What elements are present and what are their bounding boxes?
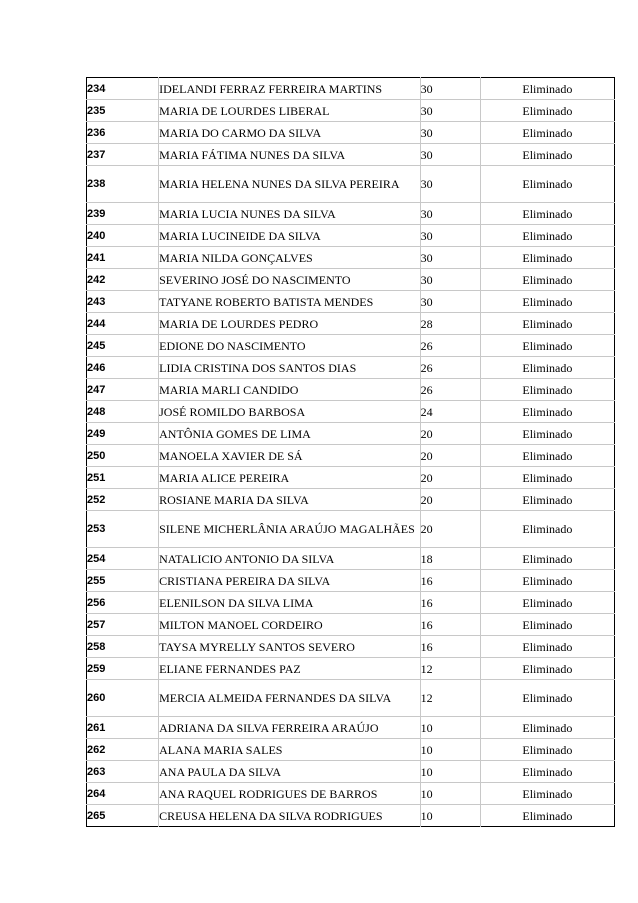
candidate-score: 30 (420, 100, 480, 122)
row-number: 255 (87, 570, 159, 592)
candidate-name: MARIA MARLI CANDIDO (159, 379, 420, 401)
candidate-score: 16 (420, 570, 480, 592)
row-number: 244 (87, 313, 159, 335)
candidate-name: MARIA DE LOURDES LIBERAL (159, 100, 420, 122)
candidate-score: 26 (420, 357, 480, 379)
candidate-score: 10 (420, 739, 480, 761)
candidate-status: Eliminado (480, 166, 614, 203)
candidate-name: NATALICIO ANTONIO DA SILVA (159, 548, 420, 570)
table-row (87, 739, 615, 761)
candidate-score: 30 (420, 225, 480, 247)
row-number: 238 (87, 166, 159, 203)
candidate-score: 18 (420, 548, 480, 570)
candidate-score: 20 (420, 423, 480, 445)
candidate-status: Eliminado (480, 379, 614, 401)
candidate-name: MANOELA XAVIER DE SÁ (159, 445, 420, 467)
row-number: 240 (87, 225, 159, 247)
candidate-status: Eliminado (480, 100, 614, 122)
row-number: 237 (87, 144, 159, 166)
candidate-score: 10 (420, 805, 480, 827)
candidate-name: ANA PAULA DA SILVA (159, 761, 420, 783)
table-row (87, 614, 615, 636)
row-number: 234 (87, 78, 159, 100)
row-number: 246 (87, 357, 159, 379)
table-row (87, 291, 615, 313)
table-row (87, 658, 615, 680)
candidate-score: 26 (420, 335, 480, 357)
candidate-status: Eliminado (480, 291, 614, 313)
row-number: 259 (87, 658, 159, 680)
candidate-status: Eliminado (480, 357, 614, 379)
table-row (87, 805, 615, 827)
candidate-score: 16 (420, 592, 480, 614)
table-row (87, 717, 615, 739)
table-row (87, 313, 615, 335)
candidate-status: Eliminado (480, 511, 614, 548)
table-row (87, 489, 615, 511)
candidate-score: 30 (420, 78, 480, 100)
row-number: 245 (87, 335, 159, 357)
candidate-status: Eliminado (480, 467, 614, 489)
candidate-score: 10 (420, 783, 480, 805)
candidate-score: 10 (420, 761, 480, 783)
row-number: 235 (87, 100, 159, 122)
candidate-status: Eliminado (480, 247, 614, 269)
row-number: 241 (87, 247, 159, 269)
table-row (87, 636, 615, 658)
candidate-name: MARIA ALICE PEREIRA (159, 467, 420, 489)
candidate-score: 28 (420, 313, 480, 335)
candidate-status: Eliminado (480, 680, 614, 717)
table-row (87, 269, 615, 291)
candidate-status: Eliminado (480, 489, 614, 511)
candidate-score: 30 (420, 291, 480, 313)
candidate-status: Eliminado (480, 225, 614, 247)
candidate-name: MARIA HELENA NUNES DA SILVA PEREIRA (159, 166, 420, 203)
candidate-name: ELIANE FERNANDES PAZ (159, 658, 420, 680)
candidate-name: SEVERINO JOSÉ DO NASCIMENTO (159, 269, 420, 291)
candidate-status: Eliminado (480, 658, 614, 680)
row-number: 243 (87, 291, 159, 313)
row-number: 239 (87, 203, 159, 225)
candidate-name: MARIA LUCIA NUNES DA SILVA (159, 203, 420, 225)
candidate-name: MARIA DO CARMO DA SILVA (159, 122, 420, 144)
table-row (87, 592, 615, 614)
row-number: 236 (87, 122, 159, 144)
candidate-name: LIDIA CRISTINA DOS SANTOS DIAS (159, 357, 420, 379)
table-row (87, 401, 615, 423)
table-row (87, 357, 615, 379)
candidate-status: Eliminado (480, 570, 614, 592)
candidate-score: 30 (420, 122, 480, 144)
row-number: 250 (87, 445, 159, 467)
candidate-score: 30 (420, 269, 480, 291)
row-number: 261 (87, 717, 159, 739)
row-number: 258 (87, 636, 159, 658)
row-number: 254 (87, 548, 159, 570)
candidate-status: Eliminado (480, 805, 614, 827)
table-row (87, 335, 615, 357)
candidate-name: MARIA DE LOURDES PEDRO (159, 313, 420, 335)
table-row (87, 445, 615, 467)
table-row (87, 78, 615, 100)
candidate-score: 30 (420, 203, 480, 225)
table-row (87, 680, 615, 717)
candidate-status: Eliminado (480, 313, 614, 335)
candidate-status: Eliminado (480, 445, 614, 467)
candidate-status: Eliminado (480, 335, 614, 357)
candidate-score: 20 (420, 511, 480, 548)
row-number: 264 (87, 783, 159, 805)
candidate-name: MERCIA ALMEIDA FERNANDES DA SILVA (159, 680, 420, 717)
row-number: 253 (87, 511, 159, 548)
row-number: 263 (87, 761, 159, 783)
candidate-name: ELENILSON DA SILVA LIMA (159, 592, 420, 614)
row-number: 256 (87, 592, 159, 614)
table-row (87, 144, 615, 166)
candidate-name: SILENE MICHERLÂNIA ARAÚJO MAGALHÃES (159, 511, 420, 548)
candidate-status: Eliminado (480, 423, 614, 445)
candidate-score: 20 (420, 467, 480, 489)
table-row (87, 548, 615, 570)
results-table-body (87, 78, 615, 827)
candidate-name: ANA RAQUEL RODRIGUES DE BARROS (159, 783, 420, 805)
candidate-status: Eliminado (480, 203, 614, 225)
candidate-score: 12 (420, 658, 480, 680)
candidate-name: JOSÉ ROMILDO BARBOSA (159, 401, 420, 423)
table-row (87, 122, 615, 144)
candidate-status: Eliminado (480, 548, 614, 570)
row-number: 260 (87, 680, 159, 717)
candidate-score: 26 (420, 379, 480, 401)
table-row (87, 225, 615, 247)
candidate-name: ROSIANE MARIA DA SILVA (159, 489, 420, 511)
candidate-score: 30 (420, 247, 480, 269)
candidate-score: 24 (420, 401, 480, 423)
row-number: 251 (87, 467, 159, 489)
candidate-name: TAYSA MYRELLY SANTOS SEVERO (159, 636, 420, 658)
candidate-name: EDIONE DO NASCIMENTO (159, 335, 420, 357)
candidate-score: 16 (420, 636, 480, 658)
candidate-name: MARIA NILDA GONÇALVES (159, 247, 420, 269)
candidate-score: 16 (420, 614, 480, 636)
candidate-score: 10 (420, 717, 480, 739)
candidate-score: 30 (420, 166, 480, 203)
table-row (87, 467, 615, 489)
candidate-status: Eliminado (480, 739, 614, 761)
row-number: 248 (87, 401, 159, 423)
table-row (87, 100, 615, 122)
candidate-score: 30 (420, 144, 480, 166)
candidate-name: ADRIANA DA SILVA FERREIRA ARAÚJO (159, 717, 420, 739)
candidate-name: CRISTIANA PEREIRA DA SILVA (159, 570, 420, 592)
candidate-status: Eliminado (480, 401, 614, 423)
candidate-status: Eliminado (480, 144, 614, 166)
table-row (87, 166, 615, 203)
candidate-name: MARIA FÁTIMA NUNES DA SILVA (159, 144, 420, 166)
candidate-score: 12 (420, 680, 480, 717)
table-row (87, 203, 615, 225)
candidate-name: IDELANDI FERRAZ FERREIRA MARTINS (159, 78, 420, 100)
candidate-status: Eliminado (480, 592, 614, 614)
row-number: 257 (87, 614, 159, 636)
candidate-status: Eliminado (480, 122, 614, 144)
candidate-name: CREUSA HELENA DA SILVA RODRIGUES (159, 805, 420, 827)
results-table (86, 77, 615, 827)
candidate-status: Eliminado (480, 78, 614, 100)
row-number: 252 (87, 489, 159, 511)
candidate-name: TATYANE ROBERTO BATISTA MENDES (159, 291, 420, 313)
candidate-name: ALANA MARIA SALES (159, 739, 420, 761)
row-number: 247 (87, 379, 159, 401)
table-row (87, 511, 615, 548)
candidate-status: Eliminado (480, 614, 614, 636)
candidate-status: Eliminado (480, 761, 614, 783)
row-number: 242 (87, 269, 159, 291)
table-row (87, 379, 615, 401)
row-number: 262 (87, 739, 159, 761)
row-number: 265 (87, 805, 159, 827)
candidate-status: Eliminado (480, 717, 614, 739)
candidate-status: Eliminado (480, 636, 614, 658)
candidate-score: 20 (420, 445, 480, 467)
candidate-status: Eliminado (480, 269, 614, 291)
row-number: 249 (87, 423, 159, 445)
candidate-status: Eliminado (480, 783, 614, 805)
table-row (87, 423, 615, 445)
candidate-name: ANTÔNIA GOMES DE LIMA (159, 423, 420, 445)
candidate-score: 20 (420, 489, 480, 511)
table-row (87, 761, 615, 783)
table-row (87, 783, 615, 805)
table-row (87, 570, 615, 592)
candidate-name: MARIA LUCINEIDE DA SILVA (159, 225, 420, 247)
candidate-name: MILTON MANOEL CORDEIRO (159, 614, 420, 636)
table-row (87, 247, 615, 269)
